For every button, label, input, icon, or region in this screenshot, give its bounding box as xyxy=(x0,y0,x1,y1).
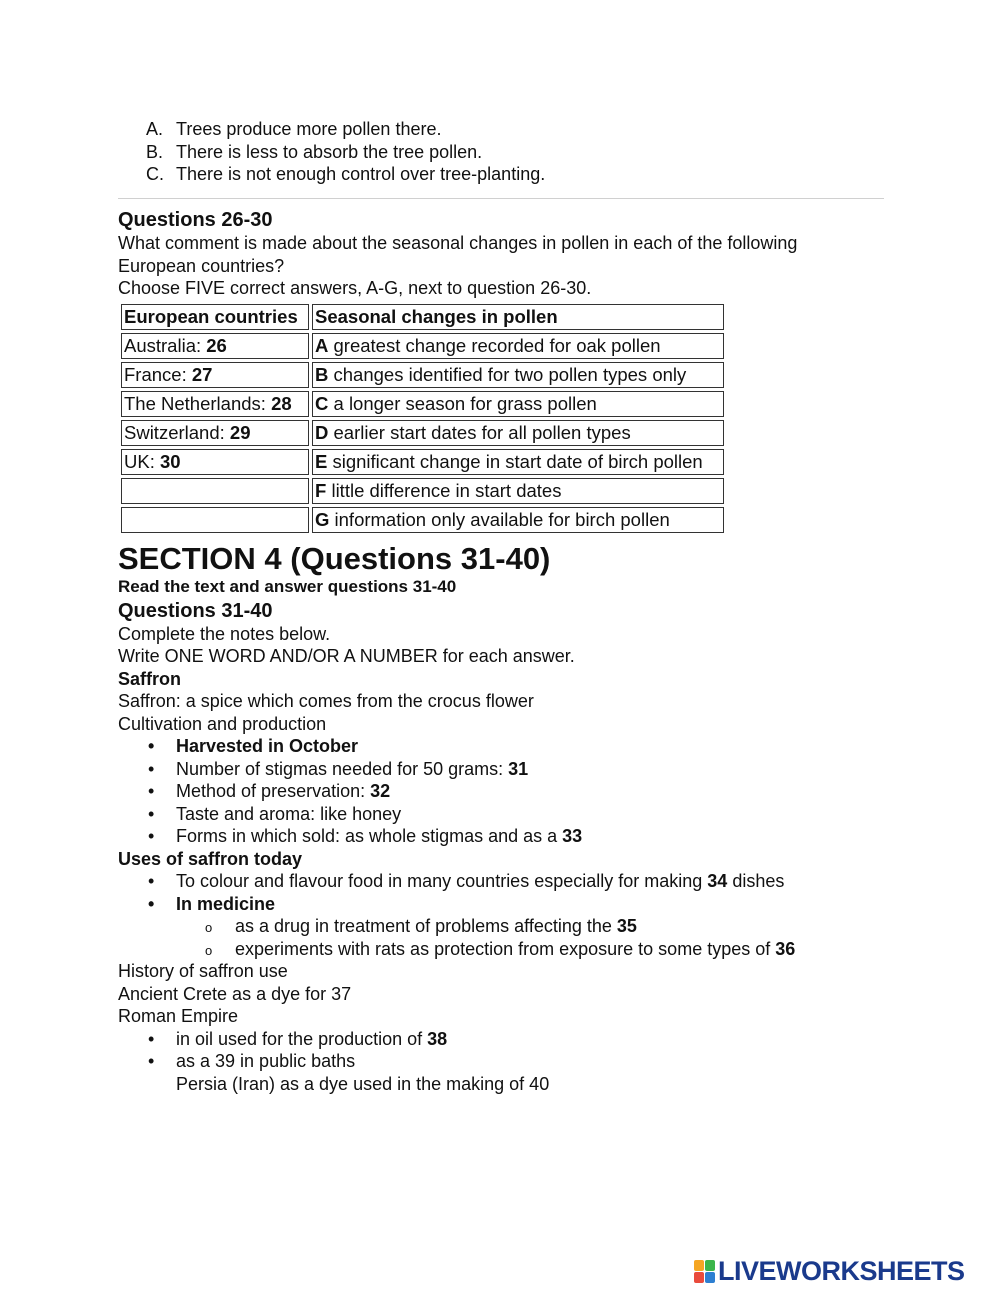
cultivation-heading: Cultivation and production xyxy=(118,713,327,734)
table-row xyxy=(121,333,724,359)
change-cell: E significant change in start date of birch pollen xyxy=(312,449,724,475)
answer-number: 33 xyxy=(562,826,583,846)
empty-cell xyxy=(121,478,309,504)
saffron-definition: Saffron: a spice which comes from the crocus flower xyxy=(118,691,534,711)
logo-text: LIVEWORKSHEETS xyxy=(718,1256,965,1286)
list-item: • as a 39 in public baths xyxy=(118,1050,795,1073)
uses-heading: Uses of saffron today xyxy=(118,848,303,869)
change-cell: D earlier start dates for all pollen types xyxy=(312,420,724,446)
section-4-subtitle: Read the text and answer questions 31-40 xyxy=(118,577,457,596)
table-row xyxy=(121,507,724,533)
change-cell: B changes identified for two pollen types only xyxy=(312,362,724,388)
matching-table xyxy=(118,301,727,536)
answer-number: 29 xyxy=(229,422,251,443)
table-row xyxy=(121,420,724,446)
instruction-complete-notes: Complete the notes below. xyxy=(118,623,331,644)
roman-list xyxy=(118,1028,795,1073)
country-cell: France: 27 xyxy=(121,362,309,388)
questions-26-30-instruction: Choose FIVE correct answers, A-G, next to question 26-30. xyxy=(118,278,592,298)
country-cell: Australia: 26 xyxy=(121,333,309,359)
table-header-row xyxy=(121,304,724,330)
instruction-word-limit: Write ONE WORD AND/OR A NUMBER for each answer. xyxy=(118,646,575,666)
questions-26-30-intro xyxy=(118,208,878,300)
list-item: o as a drug in treatment of problems affecting the 35 xyxy=(118,915,795,938)
header-european-countries: European countries xyxy=(121,304,309,330)
questions-31-40-heading: Questions 31-40 xyxy=(118,599,273,622)
roman-empire-line: Roman Empire xyxy=(118,1006,239,1026)
previous-question-options xyxy=(146,118,545,186)
ancient-crete-line: Ancient Crete as a dye for 37 xyxy=(118,983,352,1004)
answer-number: 35 xyxy=(616,916,637,936)
change-cell: F little difference in start dates xyxy=(312,478,724,504)
list-item: • in oil used for the production of 38 xyxy=(118,1028,795,1051)
table-row xyxy=(121,478,724,504)
answer-number: 38 xyxy=(427,1028,448,1049)
change-cell: A greatest change recorded for oak pollen xyxy=(312,333,724,359)
list-item: o experiments with rats as protection from exposure to some types of 36 xyxy=(118,938,795,961)
uses-list xyxy=(118,870,795,915)
country-cell: UK: 30 xyxy=(121,449,309,475)
persia-line: Persia (Iran) as a dye used in the making of 40 xyxy=(176,1073,550,1094)
list-item: • Taste and aroma: like honey xyxy=(118,803,795,826)
logo-mark-icon xyxy=(694,1260,715,1283)
medicine-list xyxy=(118,915,795,960)
answer-number: 32 xyxy=(370,781,391,801)
change-cell: G information only available for birch pollen xyxy=(312,507,724,533)
answer-number: 26 xyxy=(206,335,227,356)
header-seasonal-changes: Seasonal changes in pollen xyxy=(312,304,724,330)
section-4 xyxy=(118,542,795,1095)
option-b: B. There is less to absorb the tree pollen. xyxy=(146,141,483,162)
questions-26-30-heading: Questions 26-30 xyxy=(118,209,273,231)
list-item: • Method of preservation: 32 xyxy=(118,780,795,803)
horizontal-divider xyxy=(118,198,884,199)
answer-number: 31 xyxy=(508,758,529,779)
table-row xyxy=(121,391,724,417)
option-a: A. Trees produce more pollen there. xyxy=(146,119,442,139)
list-item: • In medicine xyxy=(118,893,795,916)
country-cell: The Netherlands: 28 xyxy=(121,391,309,417)
cultivation-list xyxy=(118,735,795,848)
saffron-heading: Saffron xyxy=(118,668,181,689)
liveworksheets-logo xyxy=(694,1256,965,1287)
country-cell: Switzerland: 29 xyxy=(121,420,309,446)
answer-number: 36 xyxy=(775,938,796,959)
table-row xyxy=(121,362,724,388)
list-item: • Number of stigmas needed for 50 grams: 31 xyxy=(118,758,795,781)
empty-cell xyxy=(121,507,309,533)
history-heading: History of saffron use xyxy=(118,961,288,981)
list-item: • To colour and flavour food in many countries especially for making 34 dishes xyxy=(118,870,795,893)
answer-number: 30 xyxy=(159,451,181,472)
change-cell: C a longer season for grass pollen xyxy=(312,391,724,417)
section-4-title: SECTION 4 (Questions 31-40) xyxy=(118,541,551,576)
questions-26-30-prompt: What comment is made about the seasonal changes in pollen in each of the following European countries? xyxy=(118,233,798,276)
list-item: • Harvested in October xyxy=(118,735,795,758)
answer-number: 28 xyxy=(271,393,292,414)
option-c: C. There is not enough control over tree-planting. xyxy=(146,164,546,184)
list-item: • Forms in which sold: as whole stigmas and as a 33 xyxy=(118,825,795,848)
answer-number: 34 xyxy=(707,871,728,891)
answer-number: 27 xyxy=(191,364,213,385)
table-row xyxy=(121,449,724,475)
